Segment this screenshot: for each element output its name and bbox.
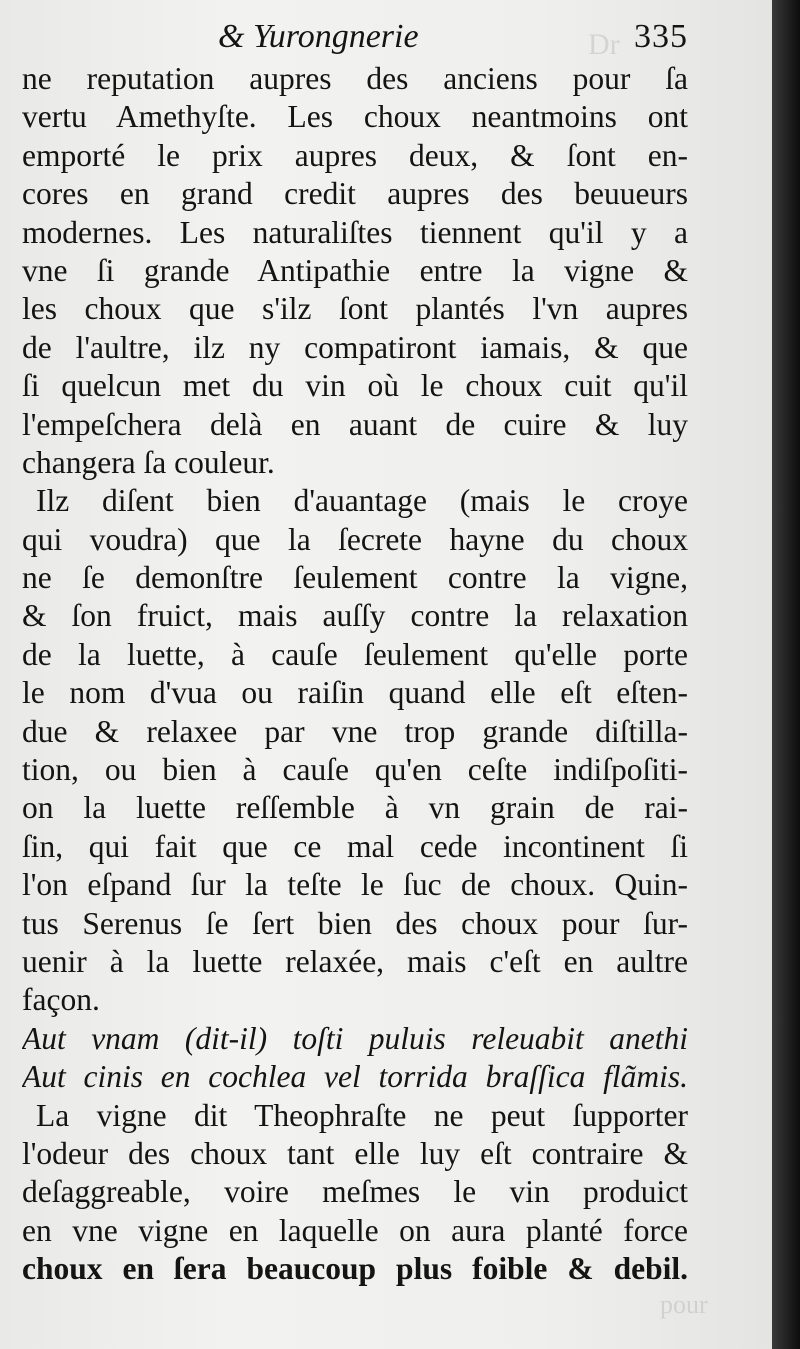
text-line: le nom d'vua ou raiſin quand elle eſt eſten- — [22, 675, 688, 711]
text-line: modernes. Les naturaliſtes tiennent qu'il y a — [22, 214, 688, 250]
text-line: ne reputation aupres des anciens pour ſa — [22, 61, 688, 96]
text-line: qui voudra) que la ſecrete hayne du choux — [22, 521, 688, 557]
body-text — [22, 60, 688, 1289]
page-edge-shadow — [772, 0, 800, 1349]
bleed-through-text: Dr — [588, 28, 620, 61]
paragraph-start-line: La vigne dit Theophraſte ne peut ſupporter — [36, 1097, 688, 1133]
text-line: vertu Amethyſte. Les choux neantmoins ont — [22, 99, 688, 135]
text-line: uenir à la luette relaxée, mais c'eſt en aultre — [22, 943, 688, 979]
text-line: on la luette reſſemble à vn grain de rai- — [22, 790, 688, 826]
text-line: de la luette, à cauſe ſeulement qu'elle porte — [22, 636, 688, 672]
text-line: & ſon fruict, mais auſſy contre la relaxation — [22, 598, 688, 634]
text-line: ne ſe demonſtre ſeulement contre la vigne, — [22, 560, 688, 596]
text-line: emporté le prix aupres deux, & ſont en- — [22, 137, 688, 173]
text-line: vne ſi grande Antipathie entre la vigne & — [22, 252, 688, 288]
text-line: changera ſa couleur. — [22, 444, 275, 480]
text-line: les choux que s'ilz ſont plantés l'vn aupres — [22, 291, 688, 327]
quoted-verse-line: Aut vnam (dit-il) toſti puluis releuabit anethi — [22, 1020, 688, 1056]
page-number: 335 — [634, 18, 688, 55]
text-line: deſaggreable, voire meſmes le vin produict — [22, 1174, 688, 1210]
text-line: en vne vigne en laquelle on aura planté force — [22, 1212, 688, 1248]
text-line: l'odeur des choux tant elle luy eſt contraire & — [22, 1135, 688, 1171]
text-line: de l'aultre, ilz ny compatiront iamais, & que — [22, 329, 688, 365]
text-line: ſin, qui fait que ce mal cede incontinent ſi — [22, 828, 688, 864]
text-line: ſi quelcun met du vin où le choux cuit qu'il — [22, 368, 688, 404]
running-title: & Yurongnerie — [218, 18, 419, 55]
text-line: choux en ſera beaucoup plus foible & debil. — [22, 1251, 688, 1287]
bleed-through-text: pour — [660, 1290, 708, 1319]
text-line: l'on eſpand ſur la teſte le ſuc de choux. Quin- — [22, 867, 688, 903]
text-line: façon. — [22, 982, 100, 1018]
text-line: tion, ou bien à cauſe qu'en ceſte indiſpoſiti- — [22, 752, 688, 788]
text-line: l'empeſchera delà en auant de cuire & luy — [22, 406, 688, 442]
text-line: cores en grand credit aupres des beuueurs — [22, 176, 688, 212]
text-line: due & relaxee par vne trop grande diſtilla- — [22, 713, 688, 749]
text-line: tus Serenus ſe ſert bien des choux pour ſur- — [22, 905, 688, 941]
quoted-verse-line: Aut cinis en cochlea vel torrida braſſica flãmis. — [22, 1059, 688, 1095]
paragraph-start-line: Ilz diſent bien d'auantage (mais le croye — [36, 483, 688, 519]
